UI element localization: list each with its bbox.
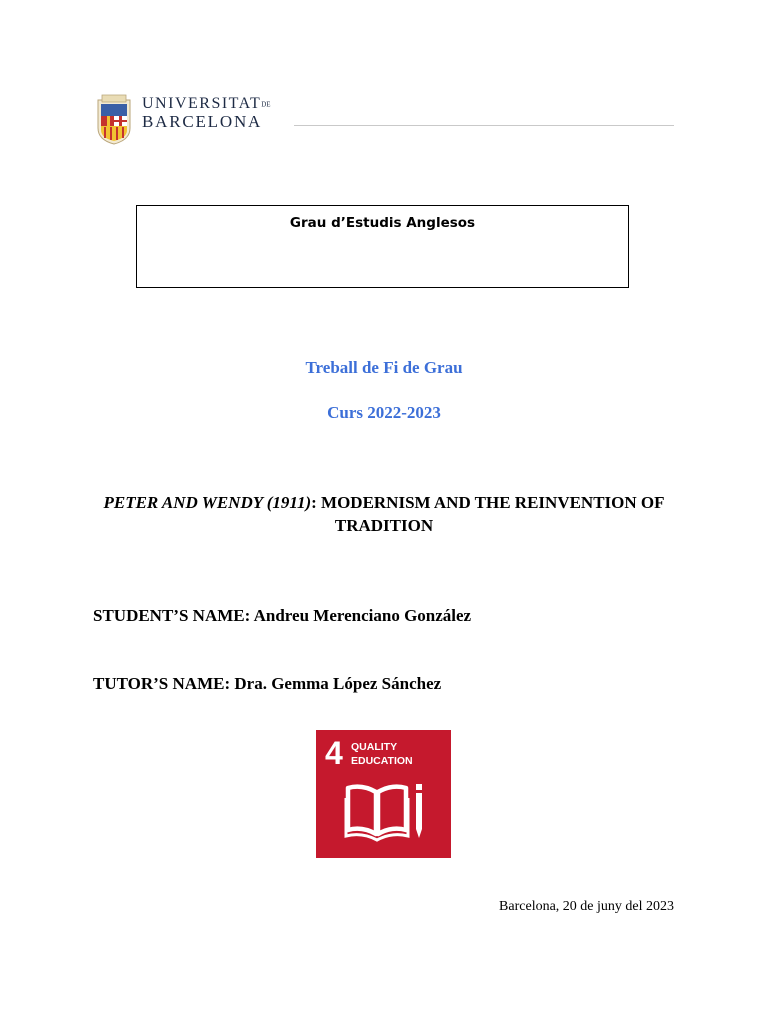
sdg-number: 4: [325, 735, 343, 771]
sdg-quality-education-badge: [316, 730, 451, 858]
logo-wordmark-line2: BARCELONA: [142, 112, 263, 131]
student-label: STUDENT’S NAME:: [93, 606, 251, 625]
sdg-label: [351, 740, 446, 768]
thesis-title: [92, 491, 676, 537]
university-logo: [95, 90, 271, 146]
sdg-label-line2: EDUCATION: [351, 755, 413, 767]
tutor-line: [93, 674, 441, 694]
thesis-title-subtitle: : MODERNISM AND THE REINVENTION OF TRADITION: [311, 493, 665, 535]
student-name: Andreu Merenciano González: [253, 606, 472, 625]
work-type: Treball de Fi de Grau: [305, 358, 463, 377]
degree-name: Grau d’Estudis Anglesos: [289, 215, 476, 231]
university-crest-icon: [95, 90, 133, 146]
tutor-name: Dra. Gemma López Sánchez: [234, 674, 442, 693]
place-and-date: Barcelona, 20 de juny del 2023: [499, 899, 674, 914]
book-and-pencil-icon: [344, 780, 426, 842]
sdg-label-line1: QUALITY: [351, 741, 398, 753]
degree-box: [136, 205, 629, 288]
thesis-title-work: PETER AND WENDY (1911): [103, 493, 312, 512]
logo-wordmark-line1: UNIVERSITATDE: [142, 95, 271, 112]
tutor-label: TUTOR’S NAME:: [93, 674, 231, 693]
header-divider: [294, 125, 674, 126]
academic-course: Curs 2022-2023: [327, 403, 441, 422]
student-line: [93, 606, 471, 626]
